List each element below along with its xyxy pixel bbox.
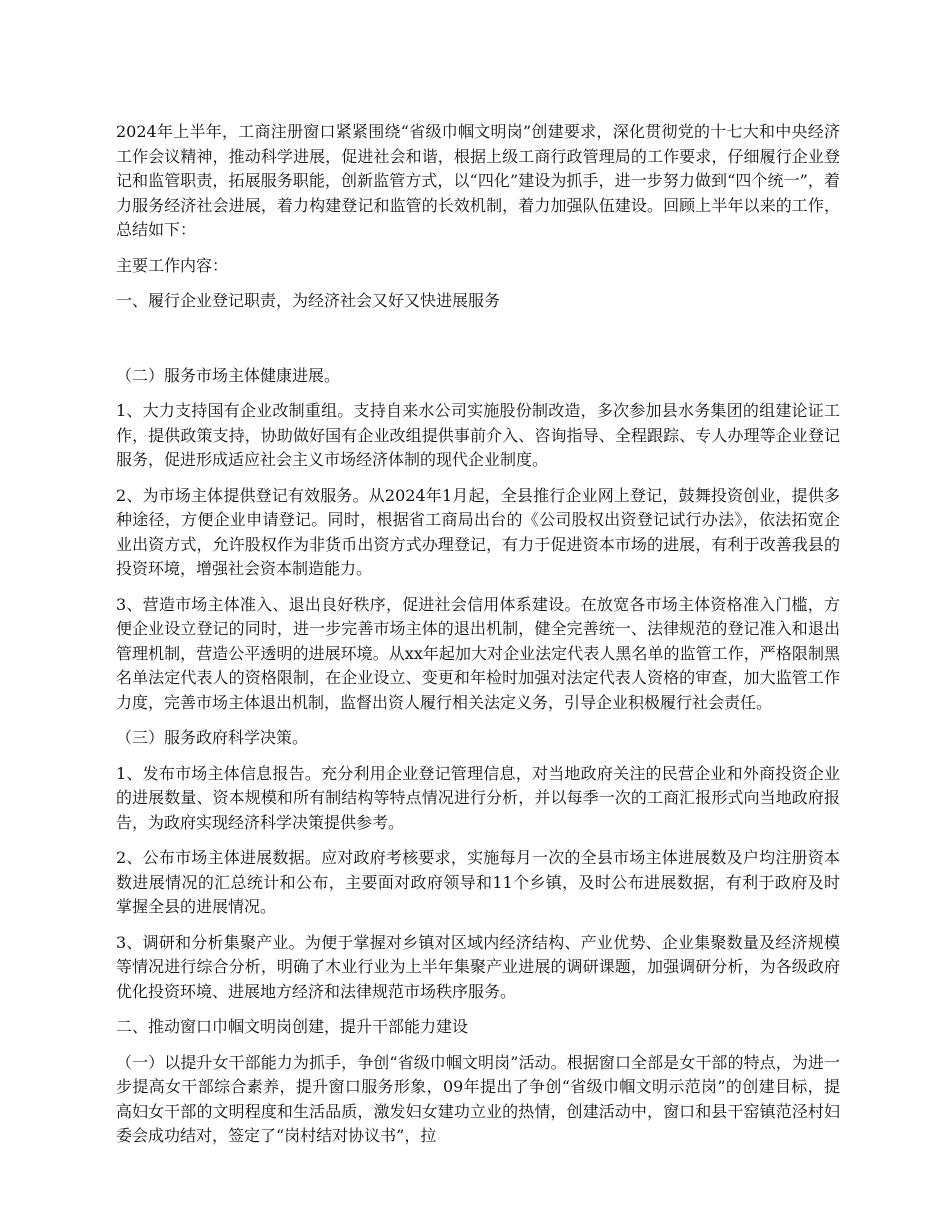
blank-gap xyxy=(116,325,840,364)
intro-paragraph: 2024年上半年，工商注册窗口紧紧围绕“省级巾帼文明岗”创建要求，深化贯彻党的十七大和中央经济工作会议精神，推动科学进展，促进社会和谐，根据上级工商行政管理局的工作要求，仔细履行企业登记和监管职责，拓展服务职能，创新监管方式，以“四化”建设为抓手，进一步努力做到“四个统一”，着力服务经济社会进展，着力构建登记和监管的长效机制，着力加强队伍建设。回顾上半年以来的工作，总结如下： xyxy=(116,122,840,239)
paragraph-item-2b: 2、公布市场主体进展数据。应对政府考核要求，实施每月一次的全县市场主体进展数及户均注册资本数进展情况的汇总统计和公布，主要面对政府领导和11个乡镇，及时公布进展数据，有利于政府及时掌握全县的进展情况。 xyxy=(116,848,840,916)
paragraph-item-3b: 3、调研和分析集聚产业。为便于掌握对乡镇对区域内经济结构、产业优势、企业集聚数量及经济规模等情况进行综合分析，明确了木业行业为上半年集聚产业进展的调研课题，加强调研分析，为各级政府优化投资环境、进展地方经济和法律规范市场秩序服务。 xyxy=(116,932,840,1001)
paragraph-item-1c: （一）以提升女干部能力为抓手，争创“省级巾帼文明岗”活动。根据窗口全部是女干部的特点，为进一步提高女干部综合素养，提升窗口服务形象，09年提出了争创“省级巾帼文明示范岗”的创建目标，提高妇女干部的文明程度和生活品质，激发妇女建功立业的热情，创建活动中，窗口和县干窑镇范泾村妇委会成功结对，签定了“岗村结对协议书”，拉 xyxy=(116,1052,840,1145)
subsection-heading-3: （三）服务政府科学决策。 xyxy=(116,728,309,747)
subsection-heading-2: （二）服务市场主体健康进展。 xyxy=(116,365,341,385)
section-heading-1: 一、履行企业登记职责，为经济社会又好又快进展服务 xyxy=(116,291,501,310)
document-body xyxy=(116,120,840,1160)
paragraph-item-3: 3、营造市场主体准入、退出良好秩序，促进社会信用体系建设。在放宽各市场主体资格准入门槛，方便企业设立登记的同时，进一步完善市场主体的退出机制，健全完善统一、法律规范的登记准入和退出管理机制，营造公平透明的进展环境。从xx年起加大对企业法定代表人黑名单的监管工作，严格限制黑名单法定代表人的资格限制，在企业设立、变更和年检时加强对法定代表人资格的审查，加大监管工作力度，完善市场主体退出机制，监督出资人履行相关法定义务，引导企业积极履行社会责任。 xyxy=(116,594,840,712)
section-heading-2: 二、推动窗口巾帼文明岗创建，提升干部能力建设 xyxy=(116,1017,469,1036)
section-label-main-work: 主要工作内容： xyxy=(116,255,229,275)
paragraph-item-2: 2、为市场主体提供登记有效服务。从2024年1月起，全县推行企业网上登记，鼓舞投资创业，提供多种途径，方便企业申请登记。同时，根据省工商局出台的《公司股权出资登记试行办法》，依法拓宽企业出资方式，允许股权作为非货币出资方式办理登记，有力于促进资本市场的进展，有利于改善我县的投资环境，增强社会资本制造能力。 xyxy=(116,485,840,578)
paragraph-item-1: 1、大力支持国有企业改制重组。支持自来水公司实施股份制改造，多次参加县水务集团的组建论证工作，提供政策支持，协助做好国有企业改组提供事前介入、咨询指导、全程跟踪、专人办理等企业登记服务，促进形成适应社会主义市场经济体制的现代企业制度。 xyxy=(116,401,840,469)
paragraph-item-1b: 1、发布市场主体信息报告。充分利用企业登记管理信息，对当地政府关注的民营企业和外商投资企业的进展数量、资本规模和所有制结构等特点情况进行分析，并以每季一次的工商汇报形式向当地政府报告，为政府实现经济科学决策提供参考。 xyxy=(116,763,840,832)
